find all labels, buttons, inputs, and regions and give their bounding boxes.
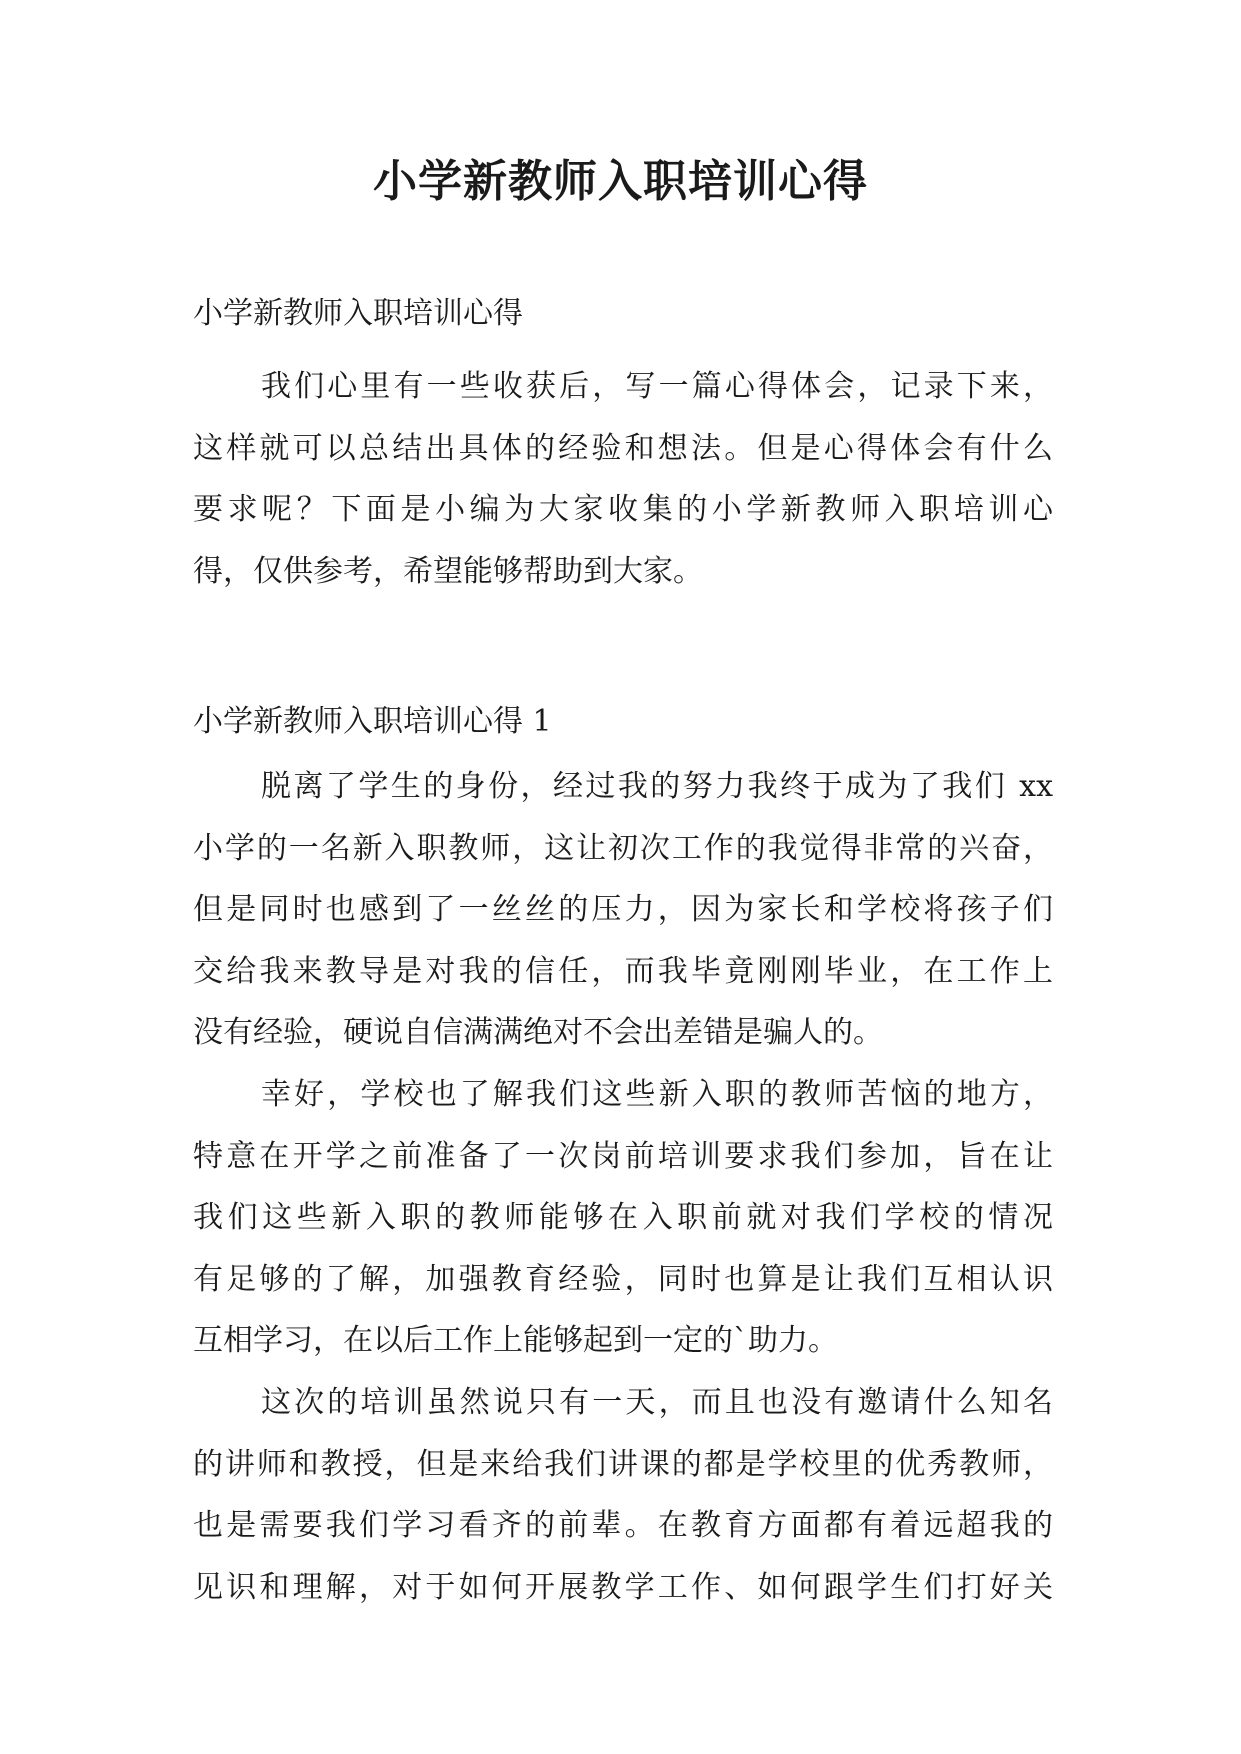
document-title: 小学新教师入职培训心得 <box>373 156 868 207</box>
paragraph-line: 脱离了学生的身份，经过我的努力我终于成为了我们 xx <box>261 769 1053 804</box>
paragraph-line: 也是需要我们学习看齐的前辈。在教育方面都有着远超我的 <box>193 1508 1053 1543</box>
paragraph-line: 特意在开学之前准备了一次岗前培训要求我们参加，旨在让 <box>193 1138 1053 1174</box>
section-heading: 小学新教师入职培训心得 1 <box>193 704 552 739</box>
intro-line: 我们心里有一些收获后，写一篇心得体会，记录下来， <box>261 369 1053 404</box>
body-paragraph-1 <box>193 756 1053 1064</box>
intro-line: 要求呢？下面是小编为大家收集的小学新教师入职培训心 <box>193 492 1053 527</box>
paragraph-line: 见识和理解，对于如何开展教学工作、如何跟学生们打好关 <box>193 1569 1053 1605</box>
paragraph-line: 幸好，学校也了解我们这些新入职的教师苦恼的地方， <box>261 1077 1053 1112</box>
paragraph-line: 但是同时也感到了一丝丝的压力，因为家长和学校将孩子们 <box>193 892 1053 927</box>
document-subtitle: 小学新教师入职培训心得 <box>193 296 523 331</box>
intro-line: 这样就可以总结出具体的经验和想法。但是心得体会有什么 <box>193 430 1053 466</box>
paragraph-line: 我们这些新入职的教师能够在入职前就对我们学校的情况 <box>193 1200 1053 1235</box>
paragraph-line: 这次的培训虽然说只有一天，而且也没有邀请什么知名 <box>261 1385 1053 1420</box>
paragraph-line: 互相学习，在以后工作上能够起到一定的`助力。 <box>193 1323 838 1358</box>
paragraph-line: 的讲师和教授，但是来给我们讲课的都是学校里的优秀教师， <box>193 1446 1053 1482</box>
body-paragraph-3 <box>193 1372 1053 1618</box>
intro-paragraph <box>193 356 1053 602</box>
paragraph-line: 小学的一名新入职教师，这让初次工作的我觉得非常的兴奋， <box>193 830 1053 866</box>
paragraph-line: 没有经验，硬说自信满满绝对不会出差错是骗人的。 <box>193 1015 883 1050</box>
paragraph-line: 有足够的了解，加强教育经验，同时也算是让我们互相认识 <box>193 1261 1053 1297</box>
body-paragraph-2 <box>193 1064 1053 1372</box>
intro-line: 得，仅供参考，希望能够帮助到大家。 <box>193 553 703 589</box>
paragraph-line: 交给我来教导是对我的信任，而我毕竟刚刚毕业，在工作上 <box>193 953 1053 989</box>
